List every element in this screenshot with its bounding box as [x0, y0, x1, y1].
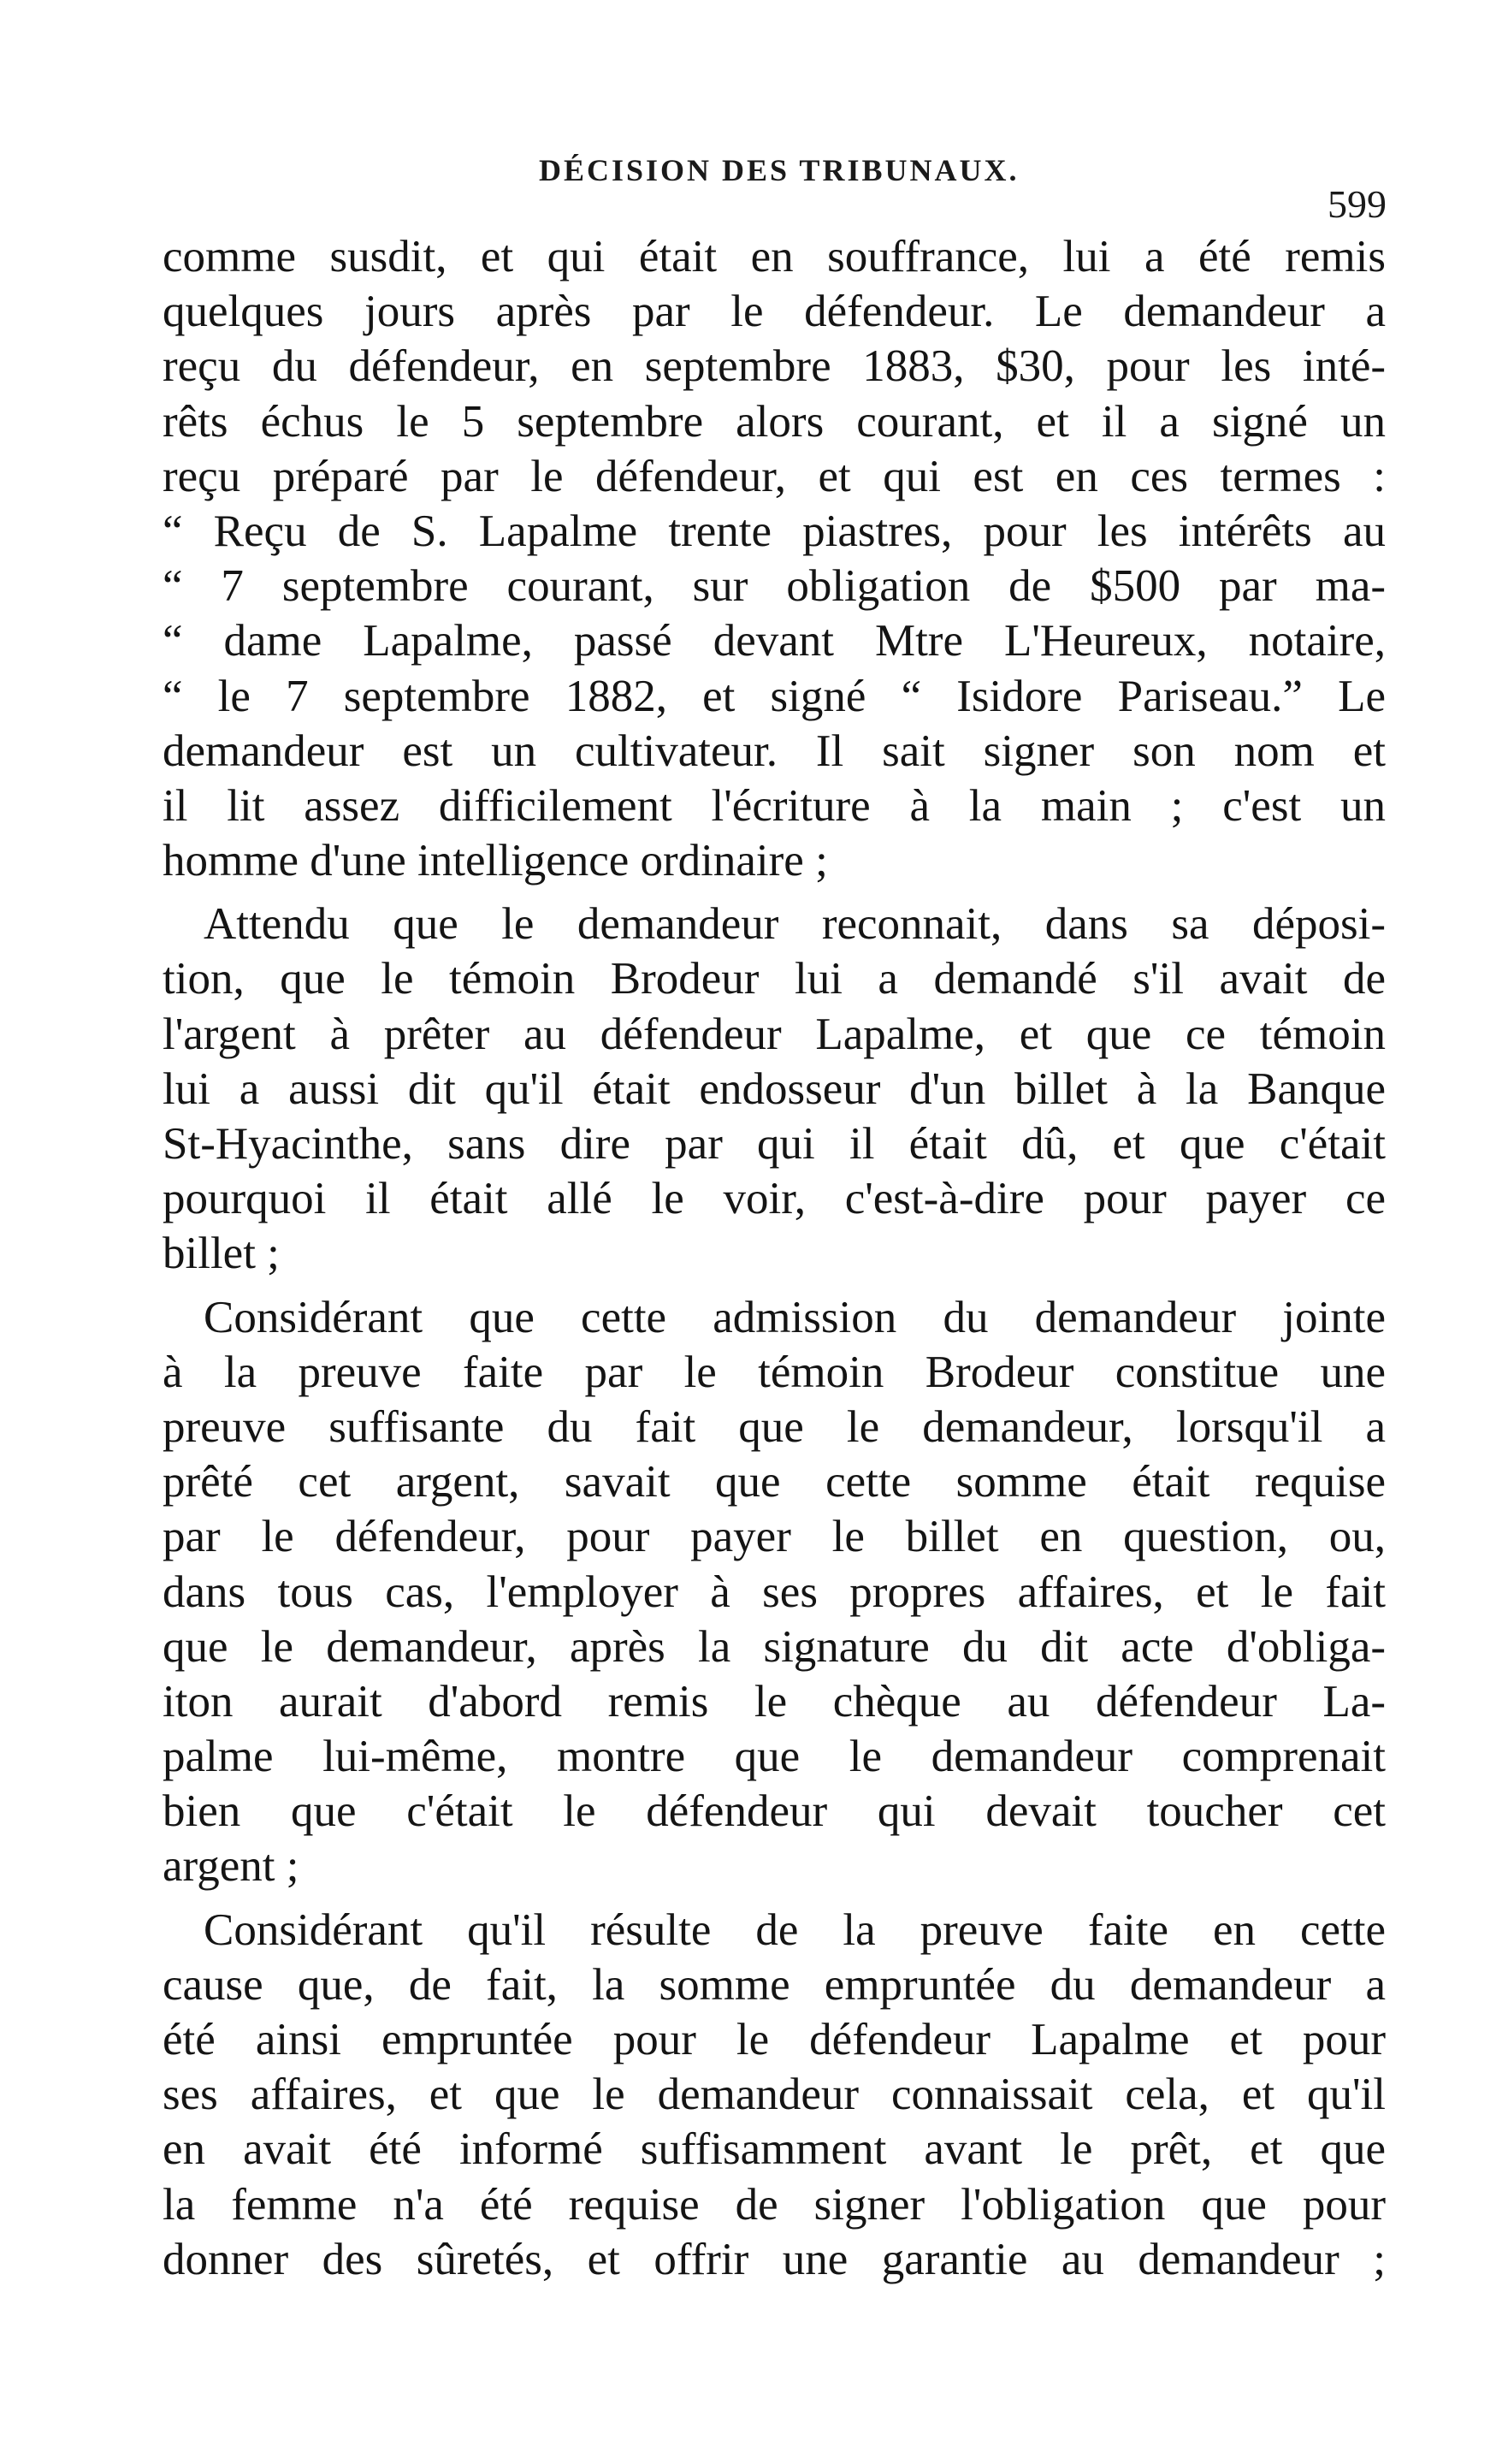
text-line: la femme n'a été requise de signer l'obligation que pour	[163, 2179, 1386, 2230]
text-line: en avait été informé suffisamment avant le prêt, et que	[163, 2124, 1386, 2175]
body-text	[163, 229, 1386, 2287]
text-line: que le demandeur, après la signature du dit acte d'obliga-	[163, 1621, 1386, 1672]
text-line: donner des sûretés, et offrir une garantie au demandeur ;	[163, 2234, 1386, 2284]
text-line: “ 7 septembre courant, sur obligation de $500 par ma-	[163, 561, 1386, 612]
text-line: argent ;	[163, 1841, 299, 1892]
running-title: DÉCISION DES TRIBUNAUX.	[539, 153, 1020, 187]
page-number: 599	[1328, 182, 1387, 226]
text-line: il lit assez difficilement l'écriture à la main ; c'est un	[163, 780, 1386, 831]
text-line: bien que c'était le défendeur qui devait toucher cet	[163, 1786, 1386, 1837]
text-line: homme d'une intelligence ordinaire ;	[163, 836, 828, 886]
text-line: “ le 7 septembre 1882, et signé “ Isidore Pariseau.” Le	[163, 671, 1386, 721]
text-line: été ainsi empruntée pour le défendeur Lapalme et pour	[163, 2015, 1386, 2064]
text-line: quelques jours après par le défendeur. Le demandeur a	[163, 287, 1386, 337]
text-line: “ dame Lapalme, passé devant Mtre L'Heureux, notaire,	[163, 616, 1386, 666]
text-line: palme lui-même, montre que le demandeur comprenait	[163, 1732, 1386, 1782]
text-line: l'argent à prêter au défendeur Lapalme, et que ce témoin	[163, 1009, 1386, 1059]
text-line: cause que, de fait, la somme empruntée du demandeur a	[163, 1959, 1386, 2010]
text-line: ses affaires, et que le demandeur connaissait cela, et qu'il	[163, 2070, 1386, 2120]
text-line: par le défendeur, pour payer le billet en question, ou,	[163, 1512, 1386, 1562]
text-line: Considérant qu'il résulte de la preuve faite en cette	[204, 1904, 1386, 1955]
text-line: rêts échus le 5 septembre alors courant, et il a signé un	[163, 396, 1386, 447]
paragraph	[163, 1290, 1386, 1894]
text-line: tion, que le témoin Brodeur lui a demandé s'il avait de	[163, 954, 1386, 1004]
paragraph	[163, 897, 1386, 1281]
text-line: Considérant que cette admission du demandeur jointe	[204, 1292, 1386, 1342]
text-line: reçu du défendeur, en septembre 1883, $30, pour les inté-	[163, 341, 1386, 392]
text-line: St-Hyacinthe, sans dire par qui il était dû, et que c'était	[163, 1119, 1386, 1169]
paragraph	[163, 229, 1386, 888]
text-line: prêté cet argent, savait que cette somme était requise	[163, 1457, 1386, 1507]
text-line: dans tous cas, l'employer à ses propres affaires, et le fait	[163, 1567, 1386, 1617]
text-line: reçu préparé par le défendeur, et qui est en ces termes :	[163, 451, 1386, 501]
text-line: pourquoi il était allé le voir, c'est-à-dire pour payer ce	[163, 1174, 1386, 1224]
text-line: Attendu que le demandeur reconnait, dans sa déposi-	[204, 899, 1386, 950]
text-line: demandeur est un cultivateur. Il sait signer son nom et	[163, 726, 1386, 776]
text-line: comme susdit, et qui était en souffrance, lui a été remis	[163, 232, 1386, 281]
text-line: billet ;	[163, 1229, 280, 1279]
paragraph	[163, 1903, 1386, 2287]
text-line: iton aurait d'abord remis le chèque au défendeur La-	[163, 1676, 1386, 1727]
text-line: lui a aussi dit qu'il était endosseur d'un billet à la Banque	[163, 1063, 1386, 1114]
text-line: à la preuve faite par le témoin Brodeur constitue une	[163, 1347, 1386, 1397]
text-line: “ Reçu de S. Lapalme trente piastres, pour les intérêts au	[163, 506, 1386, 556]
text-line: preuve suffisante du fait que le demandeur, lorsqu'il a	[163, 1401, 1386, 1452]
